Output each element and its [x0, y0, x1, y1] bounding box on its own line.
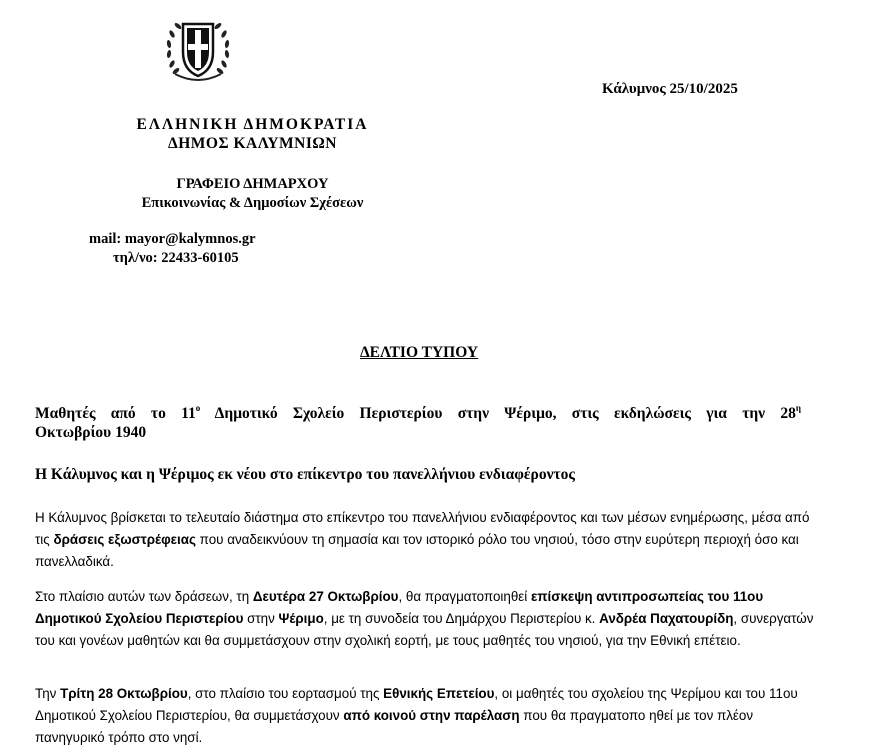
- communications-department: Επικοινωνίας & Δημοσίων Σχέσεων: [141, 195, 364, 211]
- republic-heading: ΕΛΛΗΝΙΚΗ ΔΗΜΟΚΡΑΤΙΑ: [136, 116, 369, 133]
- municipality-heading: ΔΗΜΟΣ ΚΑΛΥΜΝΙΩΝ: [167, 135, 337, 152]
- press-release-date: Κάλυμνος 25/10/2025: [602, 81, 738, 97]
- paragraph-1: Η Κάλυμνος βρίσκεται το τελευταίο διάστημα στο επίκεντρο του πανελλήνιου ενδιαφέροντος και των μέσων ενημέρωσης, μέσα από τις δράσεις εξωστρέφειας που αναδεικνύουν τη σημασία και τον ιστορικό ρόλο του νησιού, τόσο στην ευρύτερη περιοχή όσο και πανελλαδικά.: [35, 510, 810, 569]
- contact-email: mail: mayor@kalymnos.gr: [89, 231, 256, 247]
- press-release-title: ΔΕΛΤΙΟ ΤΥΠΟΥ: [359, 344, 479, 361]
- paragraph-3: Την Τρίτη 28 Οκτωβρίου, στο πλαίσιο του εορτασμού της Εθνικής Επετείου, οι μαθητές του σχολείου της Ψερίμου και του 11ου Δημοτικού Σχολείου Περιστερίου, θα συμμετάσχουν από κοινού στην παρέλαση που θα πραγματοπο ηθεί με τον πλέον πανηγυρικό τρόπο στο νησί.: [35, 686, 798, 745]
- subheadline: Η Κάλυμνος και η Ψέριμος εκ νέου στο επίκεντρο του πανελλήνιου ενδιαφέροντος: [35, 466, 575, 483]
- paragraph-2: Στο πλαίσιο αυτών των δράσεων, τη Δευτέρα 27 Οκτωβρίου, θα πραγματοποιηθεί επίσκεψη αντιπροσωπείας του 11ου Δημοτικού Σχολείου Περιστερίου στην Ψέριμο, με τη συνοδεία του Δημάρχου Περιστερίου κ. Ανδρέα Παχατουρίδη, συνεργατών του και γονέων μαθητών και θα συμμετάσχουν στην σχολική εορτή, με τους μαθητές του νησιού, για την Εθνική επέτειο.: [35, 589, 814, 648]
- contact-phone: τηλ/νο: 22433-60105: [113, 250, 239, 266]
- headline-line-2: Οκτωβρίου 1940: [35, 424, 147, 441]
- greek-cross-emblem-icon: [163, 14, 233, 84]
- mayor-office-heading: ΓΡΑΦΕΙΟ ΔΗΜΑΡΧΟΥ: [176, 176, 329, 192]
- headline: Μαθητές από το $11^o$ Δημοτικό Σχολείο Περιστερίου στην Ψέριμο, στις εκδηλώσεις για την $28^\eta$: [35, 403, 801, 422]
